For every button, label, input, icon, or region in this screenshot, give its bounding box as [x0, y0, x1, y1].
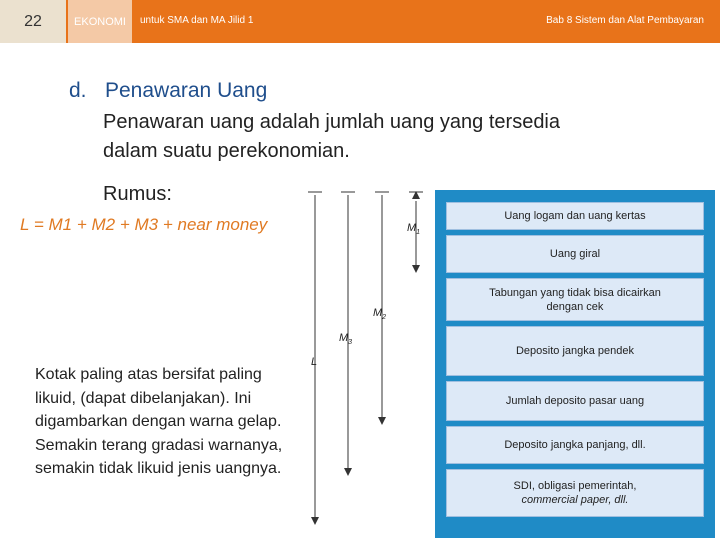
note-line: Semakin terang gradasi warnanya,	[35, 436, 283, 454]
note-line: likuid, (dapat dibelanjakan). Ini	[35, 389, 252, 407]
definition-paragraph	[103, 108, 560, 166]
box-deposito-pasar-uang: Jumlah deposito pasar uang	[446, 381, 704, 421]
note-line: Kotak paling atas bersifat paling	[35, 366, 262, 383]
m2-label: $M_2$	[373, 307, 387, 322]
page-number: 22	[0, 0, 66, 43]
paragraph-line: Penawaran uang adalah jumlah uang yang tersedia	[103, 111, 561, 133]
box-deposito-pendek: Deposito jangka pendek	[446, 326, 704, 376]
note-line: digambarkan dengan warna gelap.	[35, 413, 282, 430]
rumus-label: Rumus:	[103, 183, 172, 205]
section-letter: d.	[69, 79, 87, 102]
note-line: semakin tidak likuid jenis uangnya.	[35, 460, 282, 477]
m3-label: $M_3$	[339, 332, 353, 347]
box-deposito-panjang: Deposito jangka panjang, dll.	[446, 426, 704, 464]
chapter-title: Bab 8 Sistem dan Alat Pembayaran	[546, 15, 704, 26]
l-label: L	[311, 356, 318, 368]
money-panel	[435, 190, 715, 538]
box-tabungan: Tabungan yang tidak bisa dicairkan dengan cek	[446, 278, 704, 321]
box-sdi-obligasi: SDI, obligasi pemerintah, commercial paper, dll.	[446, 469, 704, 517]
box-uang-logam: Uang logam dan uang kertas	[446, 202, 704, 230]
paragraph-line: dalam suatu perekonomian.	[103, 140, 350, 162]
m1-label: $M_1$	[407, 222, 421, 237]
box-uang-giral: Uang giral	[446, 235, 704, 273]
formula: L = M1 + M2 + M3 + near money	[20, 215, 268, 234]
section-heading	[69, 79, 267, 103]
subject-label: EKONOMI	[68, 0, 132, 43]
section-title: Penawaran Uang	[105, 79, 268, 102]
note-paragraph	[35, 363, 282, 481]
bracket-arrows	[300, 185, 440, 540]
book-title: untuk SMA dan MA Jilid 1	[140, 15, 254, 26]
money-supply-diagram	[300, 185, 720, 540]
